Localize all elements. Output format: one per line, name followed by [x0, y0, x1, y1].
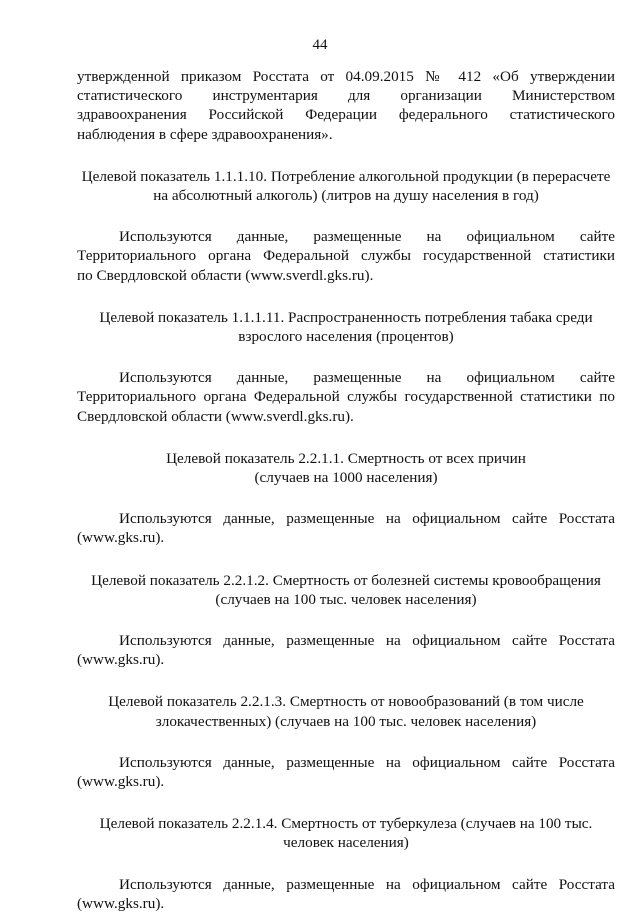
- source-paragraph: [77, 631, 615, 669]
- text-line: (www.gks.ru).: [77, 773, 165, 791]
- indicator-heading: [77, 814, 615, 852]
- text-line: Свердловской области (www.sverdl.gks.ru).: [77, 407, 354, 425]
- text-line: Используются данные, размещенные на официальном сайте Росстата: [119, 753, 615, 771]
- heading-line: Целевой показатель 2.2.1.4. Смертность от туберкулеза (случаев на 100 тыс.: [99, 815, 593, 833]
- heading-line: Целевой показатель 2.2.1.2. Смертность от болезней системы кровообращения: [91, 571, 601, 589]
- source-paragraph: [77, 753, 615, 791]
- heading-line: Целевой показатель 1.1.1.10. Потребление алкогольной продукции (в перерасчете: [81, 167, 611, 185]
- text-line: Используются данные, размещенные на официальном сайте Росстата: [119, 875, 615, 893]
- indicator-heading: [77, 571, 615, 609]
- heading-line: злокачественных) (случаев на 100 тыс. человек населения): [155, 712, 537, 730]
- text-line: здравоохранения Российской Федерации федерального статистического: [77, 106, 615, 124]
- text-line: статистического инструментария для организации Министерством: [77, 87, 615, 105]
- text-line: Территориального органа Федеральной службы государственной статистики: [77, 247, 615, 265]
- text-line: по Свердловской области (www.sverdl.gks.ru).: [77, 266, 374, 284]
- indicator-heading: [77, 692, 615, 730]
- text-line: (www.gks.ru).: [77, 894, 165, 912]
- heading-line: взрослого населения (процентов): [238, 328, 454, 346]
- text-line: Территориального органа Федеральной службы государственной статистики по: [77, 388, 615, 406]
- text-line: (www.gks.ru).: [77, 529, 165, 547]
- source-paragraph: [77, 227, 615, 285]
- text-line: Используются данные, размещенные на официальном сайте Росстата: [119, 510, 615, 528]
- heading-line: человек населения): [283, 834, 409, 852]
- intro-paragraph: [77, 67, 615, 144]
- text-line: (www.gks.ru).: [77, 651, 165, 669]
- text-line: Используются данные, размещенные на официальном сайте: [119, 228, 615, 246]
- indicator-heading: [77, 308, 615, 346]
- heading-line: Целевой показатель 1.1.1.11. Распространенность потребления табака среди: [99, 308, 593, 326]
- source-paragraph: [77, 509, 615, 547]
- text-line: наблюдения в сфере здравоохранения».: [77, 125, 333, 143]
- source-paragraph: [77, 368, 615, 426]
- text-line: утвержденной приказом Росстата от 04.09.2015 № 412 «Об утверждении: [77, 68, 615, 85]
- document-body: [77, 67, 615, 913]
- text-line: Используются данные, размещенные на официальном сайте Росстата: [119, 632, 615, 650]
- source-paragraph: [77, 875, 615, 913]
- heading-line: Целевой показатель 2.2.1.3. Смертность от новообразований (в том числе: [108, 693, 584, 711]
- indicator-heading: [77, 167, 615, 205]
- indicator-heading: [77, 449, 615, 487]
- heading-line: на абсолютный алкоголь) (литров на душу населения в год): [153, 187, 539, 205]
- page-number: 44: [312, 37, 328, 53]
- heading-line: (случаев на 100 тыс. человек населения): [215, 590, 477, 608]
- text-line: Используются данные, размещенные на официальном сайте: [119, 369, 615, 387]
- heading-line: (случаев на 1000 населения): [254, 469, 438, 487]
- heading-line: Целевой показатель 2.2.1.1. Смертность от всех причин: [166, 449, 526, 467]
